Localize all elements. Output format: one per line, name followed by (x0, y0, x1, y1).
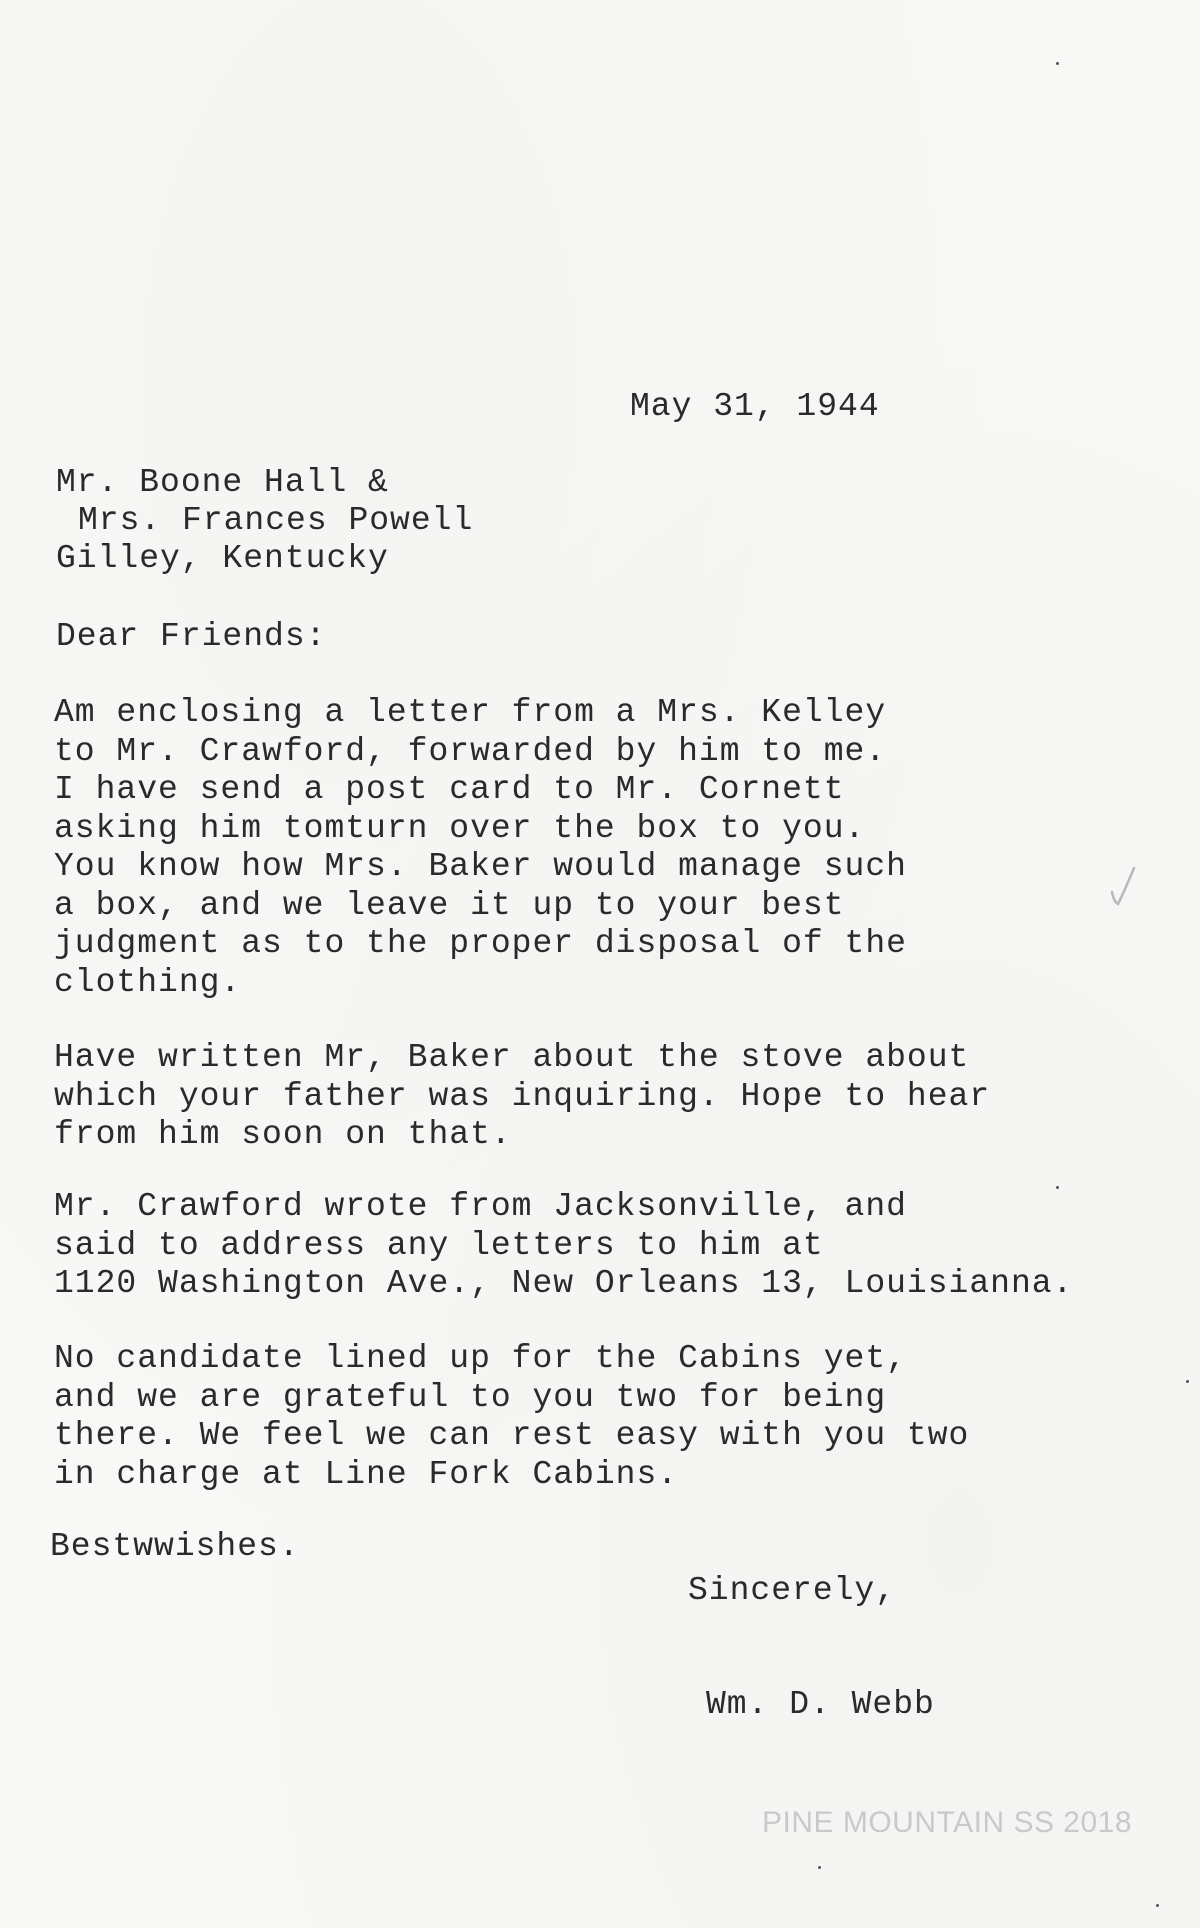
paragraph-line: You know how Mrs. Baker would manage such (54, 848, 907, 885)
letter-date: May 31, 1944 (630, 388, 880, 425)
paragraph-3 (54, 1188, 1073, 1304)
paragraph-line: a box, and we leave it up to your best (54, 886, 845, 924)
paragraph-line: which your father was inquiring. Hope to hear (54, 1077, 991, 1115)
paragraph-2 (54, 1039, 990, 1155)
paragraph-line: Mr. Crawford wrote from Jacksonville, and (54, 1188, 907, 1225)
paragraph-line: there. We feel we can rest easy with you two (54, 1417, 970, 1454)
paragraph-line: to Mr. Crawford, forwarded by him to me. (54, 732, 887, 770)
paragraph-line: asking him tomturn over the box to you. (54, 809, 866, 847)
paragraph-line: 1120 Washington Ave., New Orleans 13, Louisianna. (54, 1265, 1074, 1302)
paragraph-4 (54, 1340, 969, 1494)
closing-wishes: Bestwwishes. (50, 1528, 300, 1565)
paper-speck (818, 1866, 821, 1869)
paper-speck (1056, 1186, 1059, 1189)
paragraph-line: said to address any letters to him at (54, 1226, 824, 1264)
paper-speck (1186, 1380, 1189, 1383)
recipient-line-1: Mr. Boone Hall & (56, 464, 389, 501)
recipient-line-2: Mrs. Frances Powell (78, 502, 474, 539)
paragraph-1 (54, 694, 907, 1002)
paper-speck (1156, 1904, 1159, 1907)
paragraph-line: I have send a post card to Mr. Cornett (54, 771, 845, 808)
paragraph-line: from him soon on that. (54, 1116, 512, 1153)
signature-name: Wm. D. Webb (706, 1686, 935, 1723)
paragraph-line: in charge at Line Fork Cabins. (54, 1455, 679, 1493)
paper-speck (1056, 62, 1059, 65)
sign-off: Sincerely, (688, 1572, 897, 1609)
watermark: PINE MOUNTAIN SS 2018 (762, 1806, 1133, 1839)
pencil-check-mark (1104, 862, 1140, 910)
recipient-line-3: Gilley, Kentucky (56, 540, 389, 577)
paragraph-line: No candidate lined up for the Cabins yet, (54, 1340, 907, 1377)
paragraph-line: Am enclosing a letter from a Mrs. Kelley (54, 694, 887, 731)
paragraph-line: Have written Mr, Baker about the stove about (54, 1039, 970, 1076)
paragraph-line: clothing. (54, 963, 242, 1001)
salutation: Dear Friends: (56, 618, 327, 655)
paragraph-line: judgment as to the proper disposal of the (54, 925, 907, 962)
paragraph-line: and we are grateful to you two for being (54, 1378, 887, 1416)
